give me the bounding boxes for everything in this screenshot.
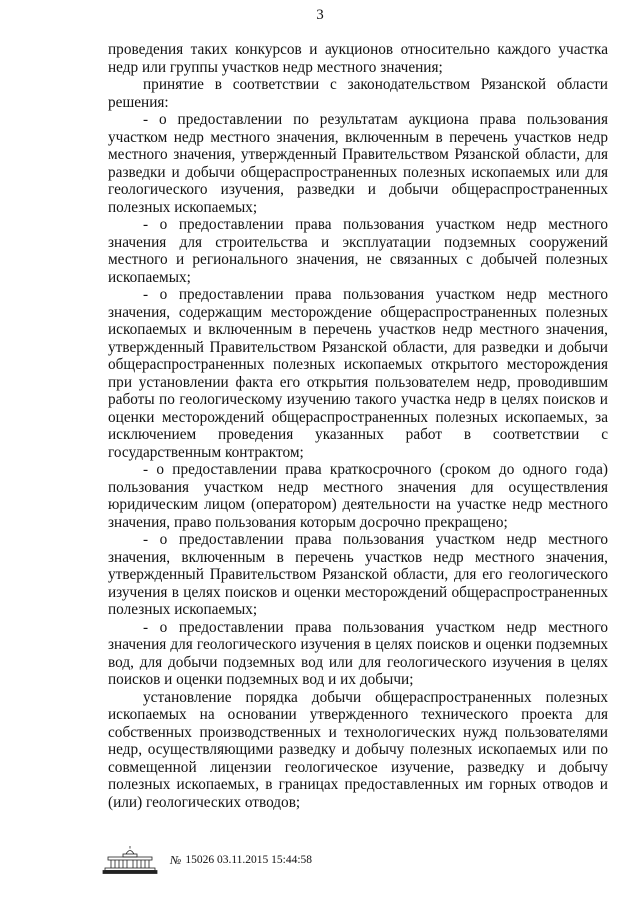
paragraph: проведения таких конкурсов и аукционов относительно каждого участка недр или группы участков недр местного значения; (108, 41, 608, 76)
paragraph: - о предоставлении по результатам аукциона права пользования участком недр местного значения, включенным в перечень участков недр местного значения, утвержденный Правительством Рязанской области, для разведки и добычи общераспространенных полезных ископаемых или для геологического изучения, разведки и добычи общераспространенных полезных ископаемых; (108, 111, 608, 216)
document-body (108, 41, 608, 811)
document-stamp: 15026 03.11.2015 15:44:58 (185, 854, 313, 866)
page-number: 3 (316, 7, 324, 23)
paragraph: - о предоставлении права пользования участком недр местного значения, содержащим месторождение общераспространенных полезных ископаемых и включенным в перечень участков недр местного значения, утвержденный Правительством Рязанской области, для разведки и добычи общераспространенных полезных ископаемых открытого месторождения при установлении факта его открытия пользователем недр, проводившим работы по геологическому изучению такого участка недр в целях поисков и оценки месторождений общераспространенных полезных ископаемых, за исключением проведения указанных работ в соответствии с государственным контрактом; (108, 286, 608, 461)
paragraph: - о предоставлении права пользования участком недр местного значения, включенным в перечень участков недр местного значения, утвержденный Правительством Рязанской области, для его геологического изучения в целях поисков и оценки месторождений общераспространенных полезных ископаемых; (108, 531, 608, 618)
paragraph: - о предоставлении права пользования участком недр местного значения для геологического изучения в целях поисков и оценки подземных вод, для добычи подземных вод или для геологического изучения в целях поисков и оценки подземных вод и их добычи; (108, 618, 608, 688)
paragraph: - о предоставлении права пользования участком недр местного значения для строительства и эксплуатации подземных сооружений местного и регионального значения, не связанных с добычей полезных ископаемых; (108, 216, 608, 286)
paragraph: - о предоставлении права краткосрочного (сроком до одного года) пользования участком недр местного значения для осуществления юридическим лицом (оператором) деятельности на участке недр местного значения, право пользования которым досрочно прекращено; (108, 461, 608, 531)
paragraph: установление порядка добычи общераспространенных полезных ископаемых на основании утвержденного технического проекта для собственных производственных и технологических нужд пользователями недр, осуществляющими разведку и добычу полезных ископаемых или по совмещенной лицензии геологическое изучение, разведку и добычу полезных ископаемых, в границах предоставленных им горных отводов и (или) геологических отводов; (108, 688, 608, 811)
footer-stamp (102, 845, 312, 875)
number-sign: № (170, 852, 182, 867)
paragraph: принятие в соответствии с законодательством Рязанской области решения: (108, 76, 608, 111)
government-building-logo-icon (102, 845, 158, 875)
